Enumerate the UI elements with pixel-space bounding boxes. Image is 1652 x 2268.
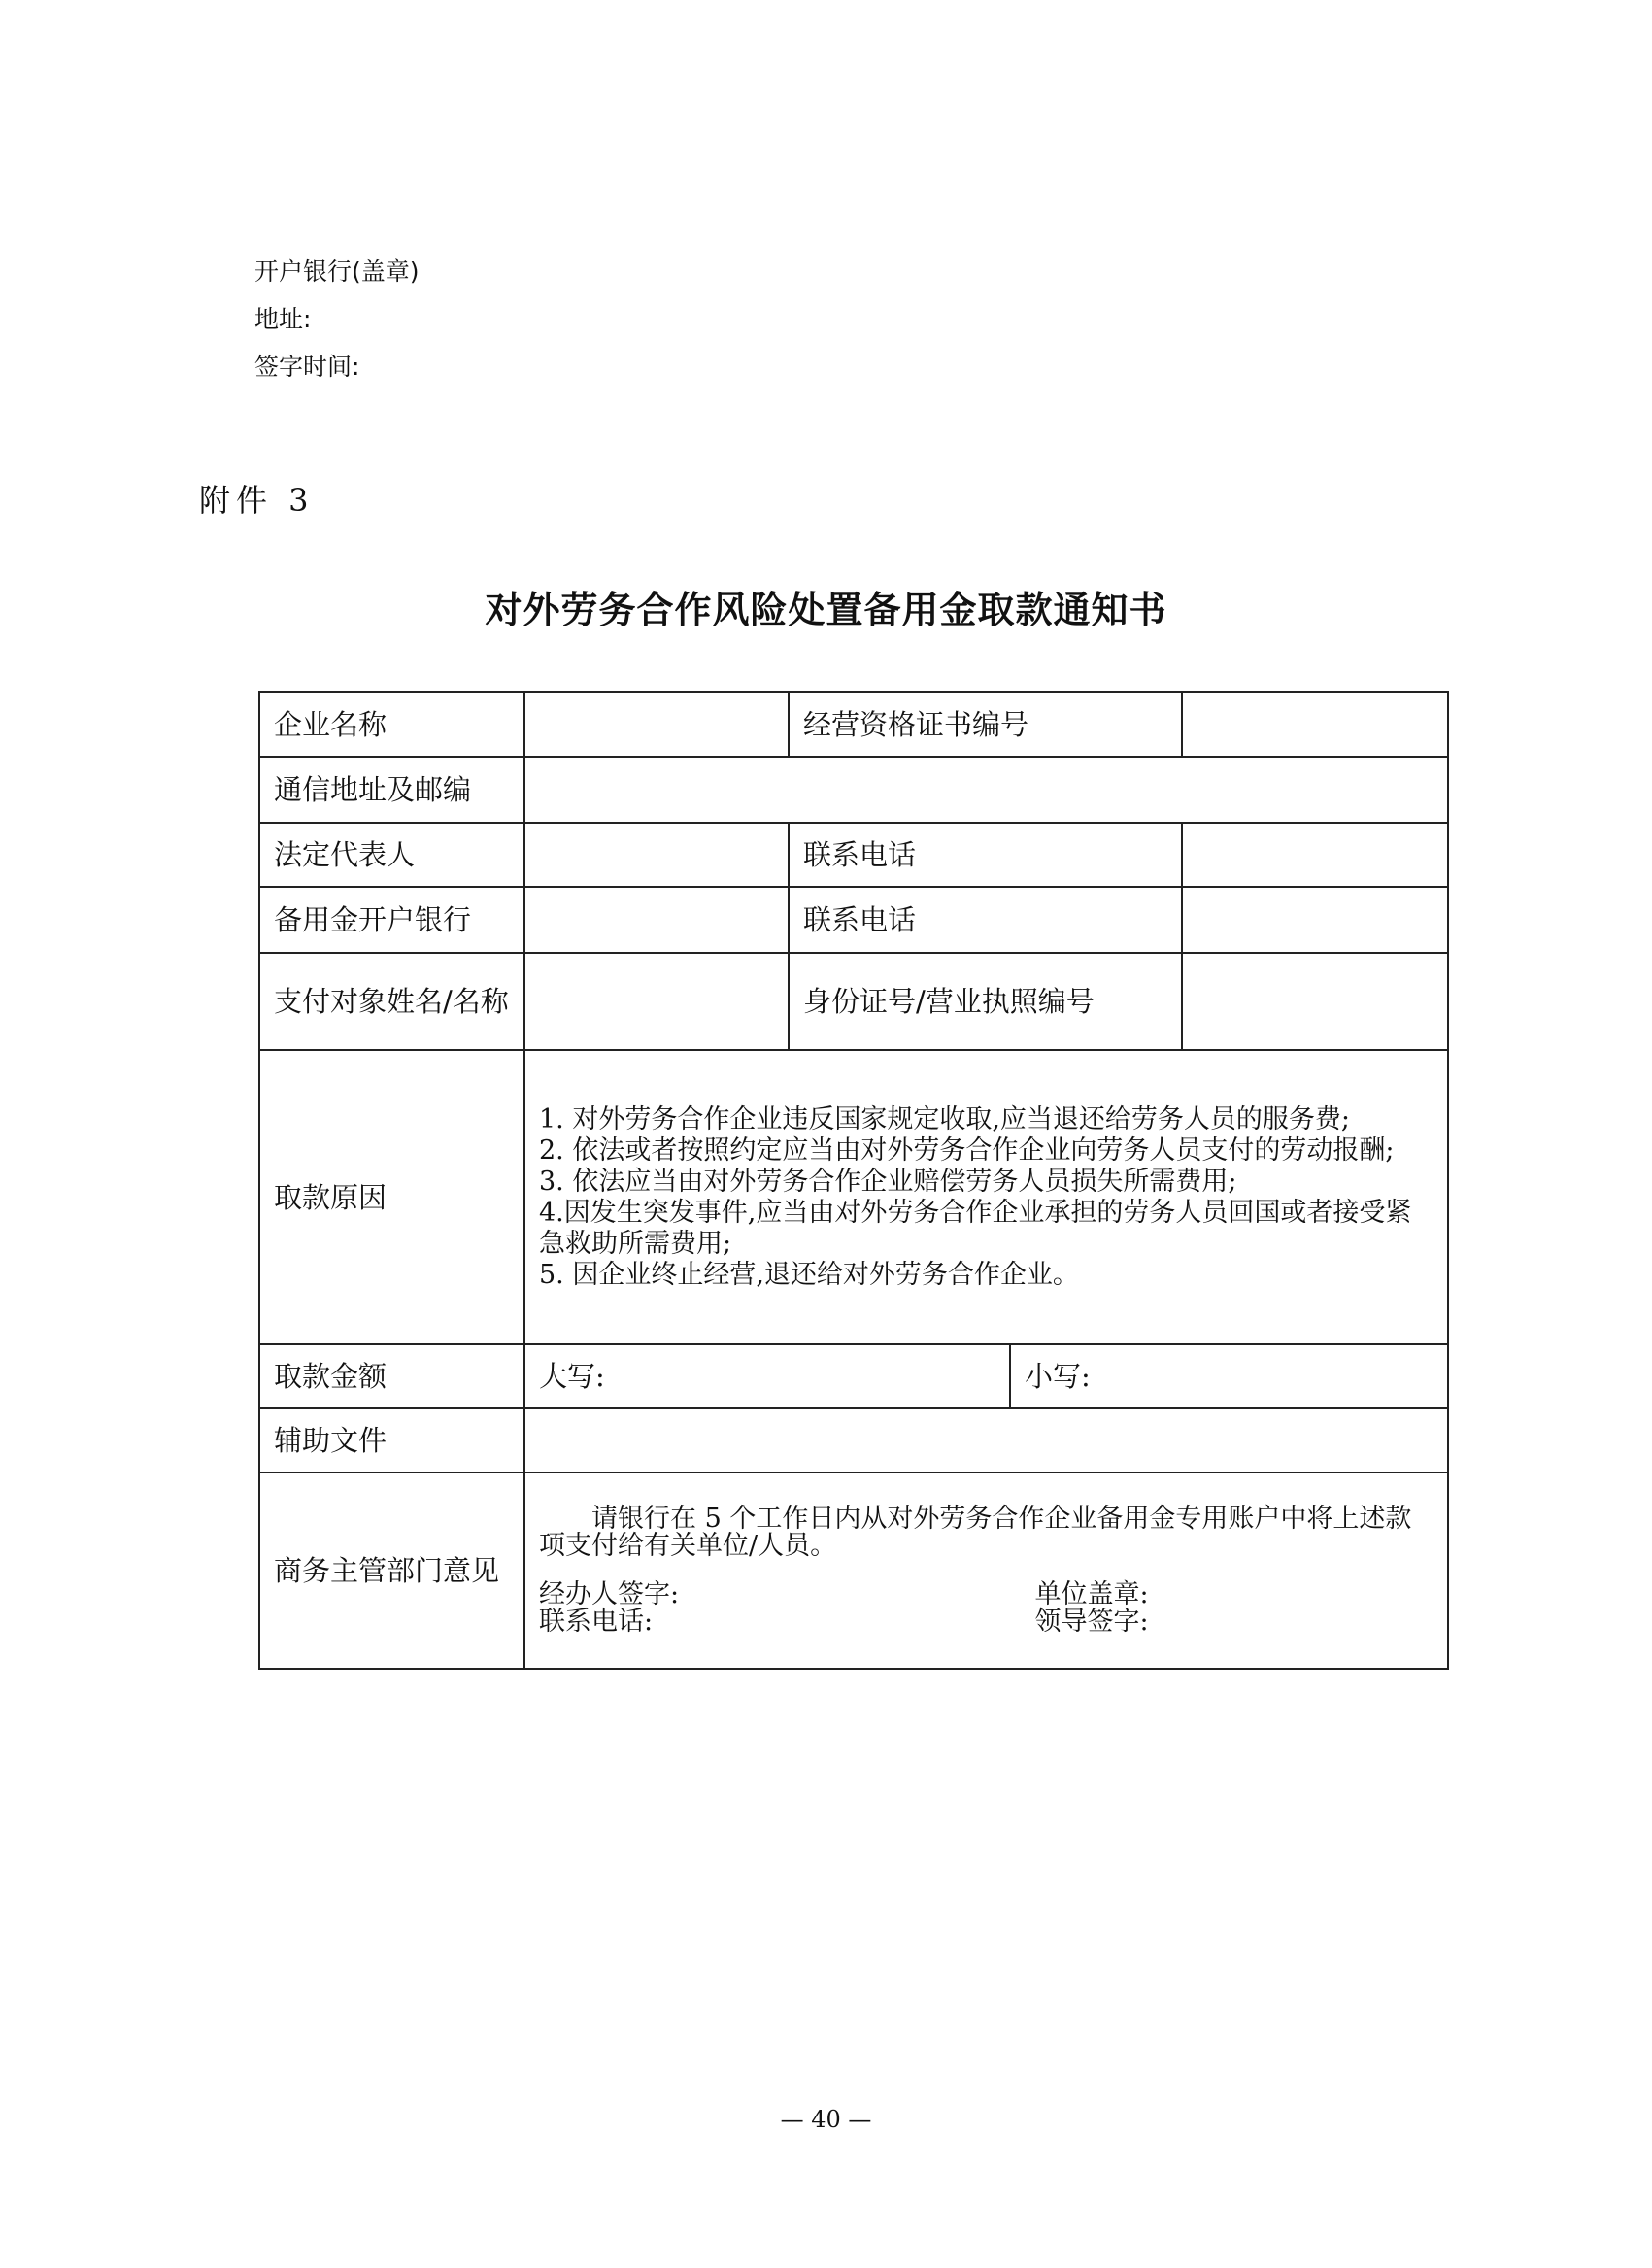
docs-label: 辅助文件 [259, 1408, 524, 1473]
table-row [259, 887, 1448, 953]
table-row [259, 953, 1448, 1050]
table-row [259, 692, 1448, 757]
table-row [259, 823, 1448, 887]
amount-lower-label: 小写: [1025, 1360, 1091, 1393]
reason-item: 3. 依法应当由对外劳务合作企业赔偿劳务人员损失所需费用; [539, 1166, 1237, 1197]
company-name-field[interactable] [524, 692, 789, 757]
table-row [259, 1473, 1448, 1669]
signature-area [539, 1581, 1433, 1636]
attachment-label: 附件 3 [199, 482, 315, 519]
id-label: 身份证号/营业执照编号 [789, 953, 1182, 1050]
address-field[interactable] [524, 757, 1448, 823]
legal-rep-label: 法定代表人 [259, 823, 524, 887]
reason-item: 2. 依法或者按照约定应当由对外劳务合作企业向劳务人员支付的劳动报酬; [539, 1134, 1395, 1166]
id-field[interactable] [1182, 953, 1448, 1050]
reason-list [524, 1050, 1448, 1344]
page-number: — 40 — [780, 2106, 872, 2133]
reason-label: 取款原因 [259, 1050, 524, 1344]
phone-label-1: 联系电话 [789, 823, 1182, 887]
bank-field[interactable] [524, 887, 789, 953]
table-row [259, 1408, 1448, 1473]
handler-sign-label: 经办人签字: [539, 1579, 680, 1609]
amount-split [525, 1345, 1447, 1407]
address-line: 地址: [254, 305, 312, 333]
dept-opinion-cell [524, 1473, 1448, 1669]
phone-field-2[interactable] [1182, 887, 1448, 953]
license-field[interactable] [1182, 692, 1448, 757]
amount-upper-label: 大写: [539, 1360, 605, 1393]
document-title: 对外劳务合作风险处置备用金取款通知书 [485, 589, 1167, 631]
unit-seal-label: 单位盖章: [1034, 1579, 1149, 1609]
amount-upper-field[interactable] [525, 1345, 1011, 1407]
phone-field-1[interactable] [1182, 823, 1448, 887]
bank-info-block [254, 248, 420, 390]
dept-opinion-text: 请银行在 5 个工作日内从对外劳务合作企业备用金专用账户中将上述款项支付给有关单位/人员。 [539, 1504, 1412, 1561]
payee-label: 支付对象姓名/名称 [259, 953, 524, 1050]
docs-field[interactable] [524, 1408, 1448, 1473]
bank-line: 开户银行(盖章) [254, 257, 420, 286]
leader-sign-label: 领导签字: [1034, 1607, 1149, 1637]
license-label: 经营资格证书编号 [789, 692, 1182, 757]
table-row [259, 1050, 1448, 1344]
amount-label: 取款金额 [259, 1344, 524, 1408]
company-name-label: 企业名称 [259, 692, 524, 757]
phone-label-2: 联系电话 [789, 887, 1182, 953]
dept-label: 商务主管部门意见 [259, 1473, 524, 1669]
sign-time-line: 签字时间: [254, 353, 360, 381]
amount-cell [524, 1344, 1448, 1408]
reason-item: 4.因发生突发事件,应当由对外劳务合作企业承担的劳务人员回国或者接受紧急救助所需费用; [539, 1197, 1412, 1259]
table-row [259, 1344, 1448, 1408]
reason-item: 5. 因企业终止经营,退还给对外劳务合作企业。 [539, 1259, 1079, 1290]
table-row [259, 757, 1448, 823]
bank-label: 备用金开户银行 [259, 887, 524, 953]
contact-phone-label: 联系电话: [539, 1607, 654, 1637]
legal-rep-field[interactable] [524, 823, 789, 887]
reason-item: 1. 对外劳务合作企业违反国家规定收取,应当退还给劳务人员的服务费; [539, 1103, 1351, 1134]
payee-field[interactable] [524, 953, 789, 1050]
withdrawal-notice-table [258, 691, 1449, 1670]
amount-lower-field[interactable] [1011, 1345, 1447, 1407]
address-label: 通信地址及邮编 [259, 757, 524, 823]
